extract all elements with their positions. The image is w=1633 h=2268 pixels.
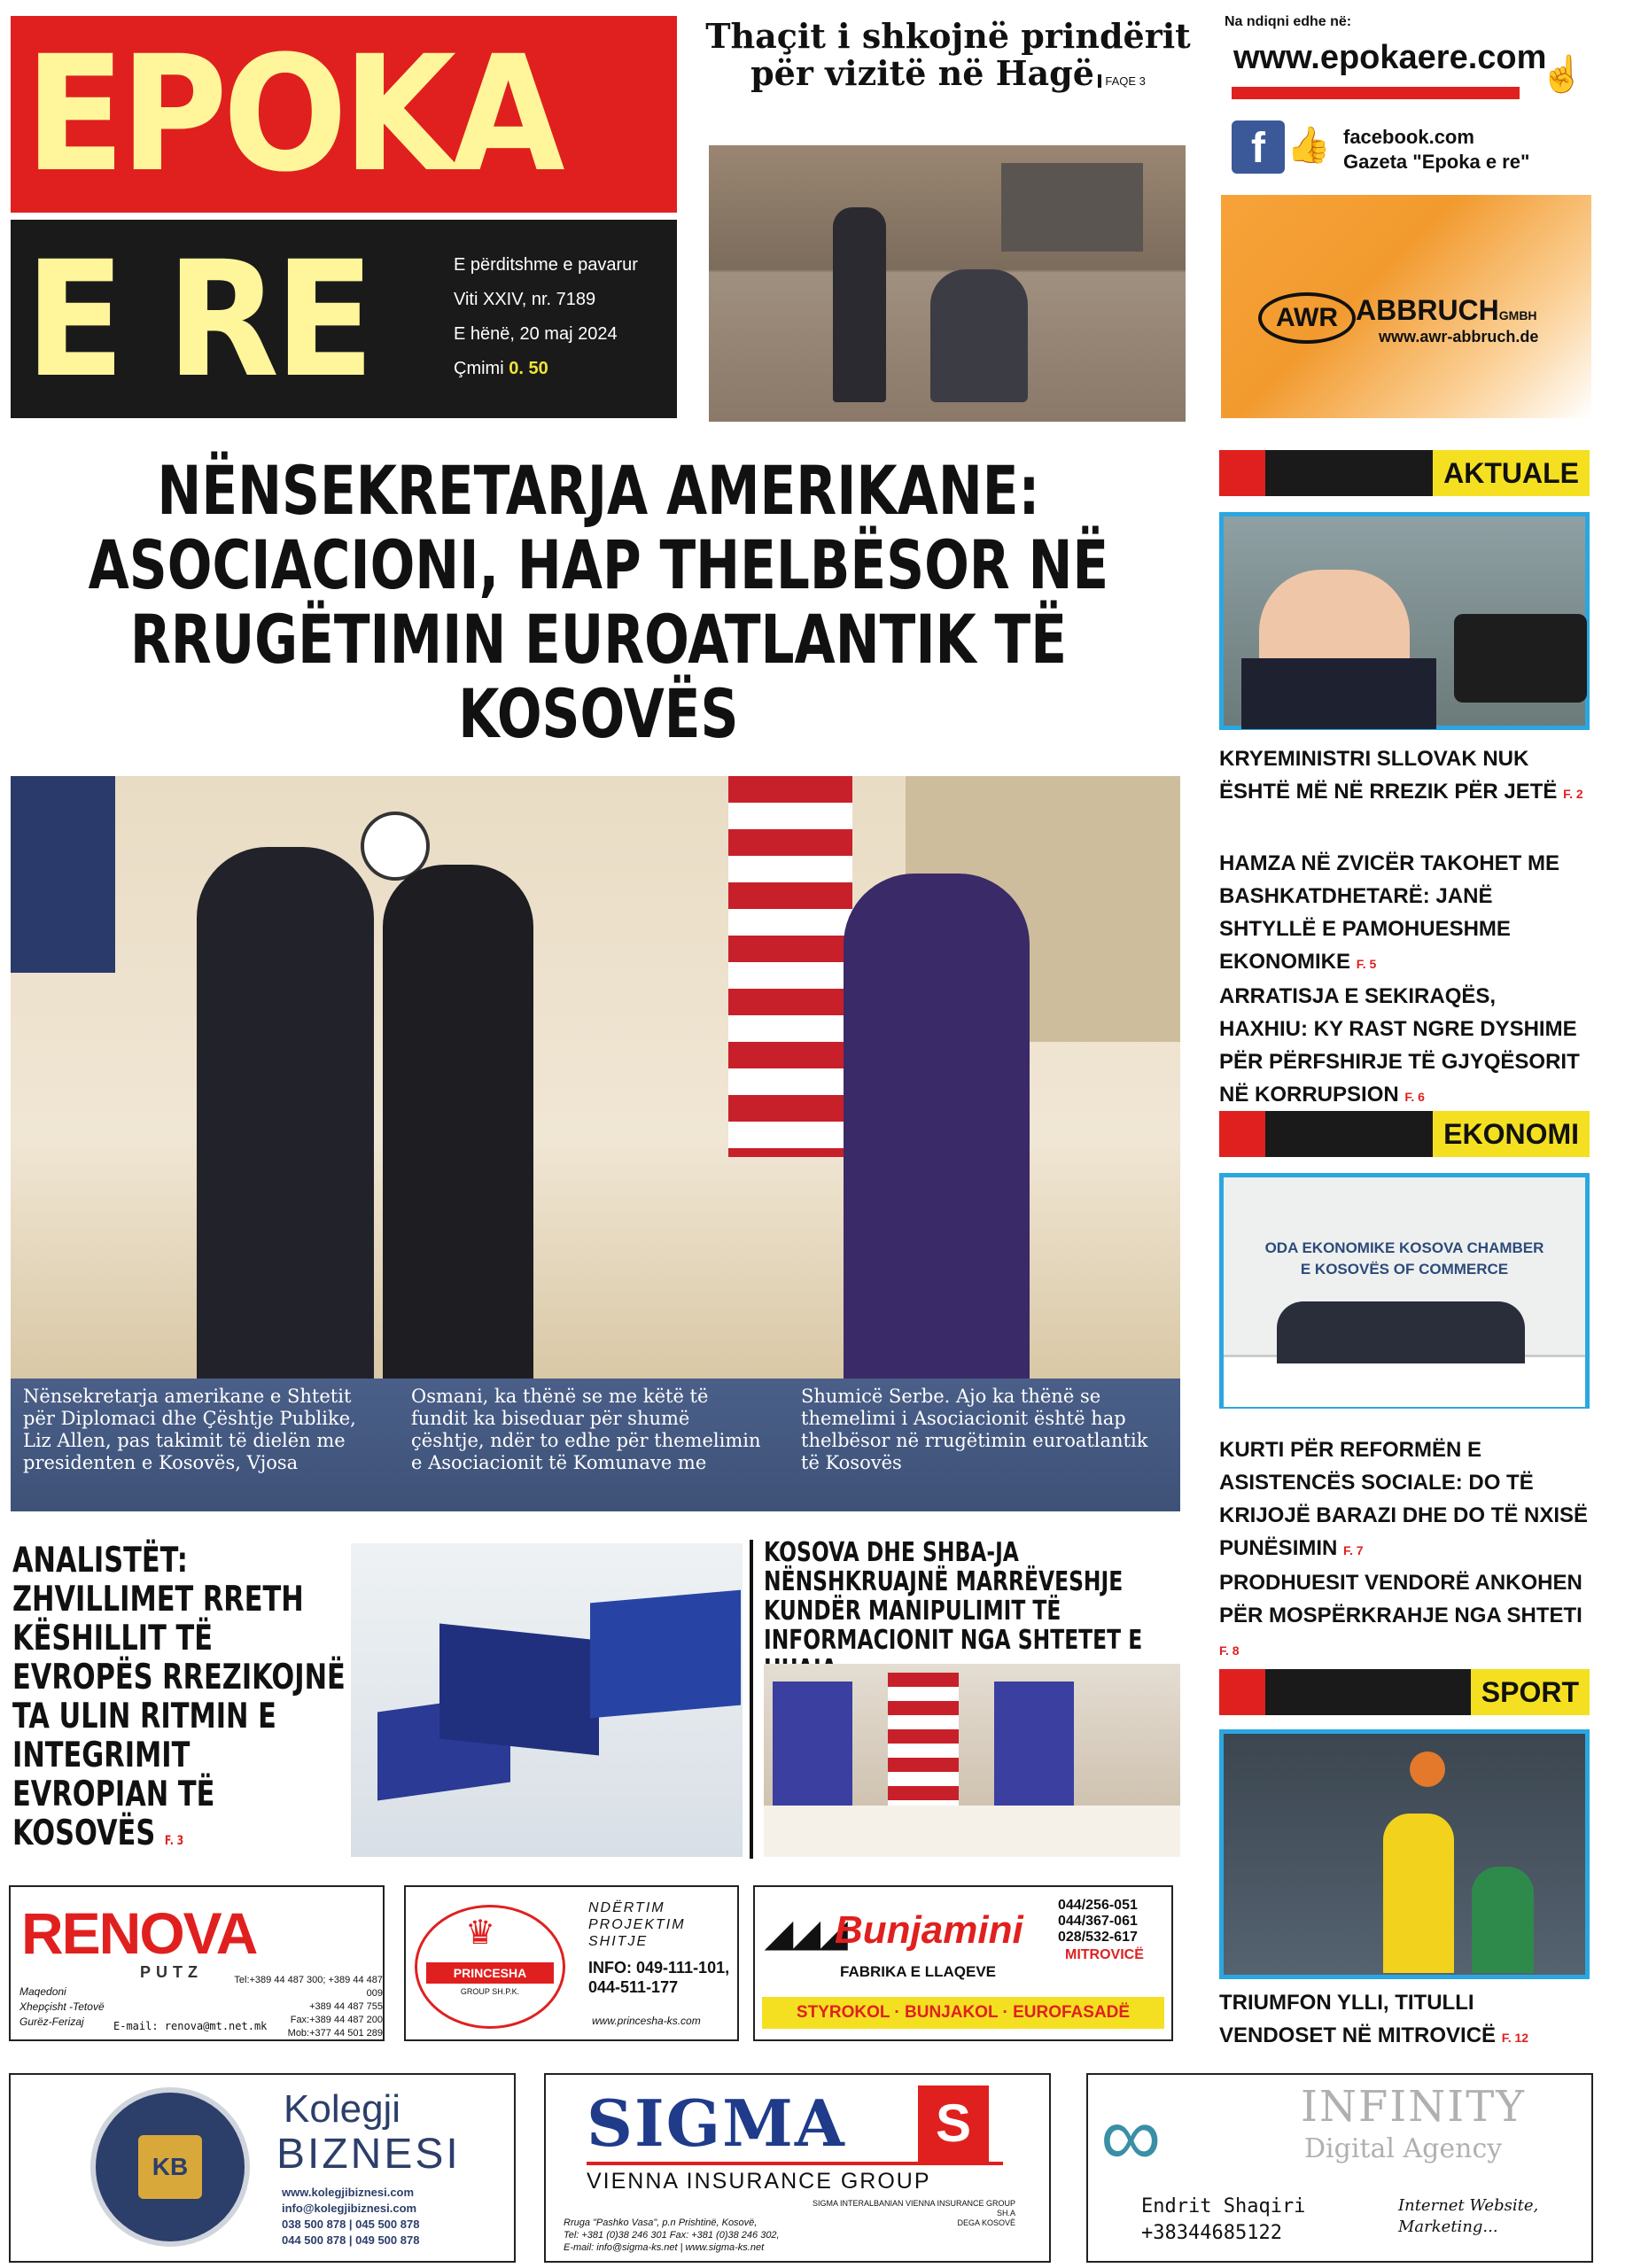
- awr-logo: AWR: [1258, 292, 1356, 344]
- side-item-5-text: PRODHUESIT VENDORË ANKOHEN PËR MOSPËRKRAHJE NGA SHTETI: [1219, 1571, 1582, 1627]
- analysts-headline: ANALISTËT: ZHVILLIMET RRETH KËSHILLIT TË EVROPËS RREZIKOJNË TA ULIN RITMIN E INTEGRIMIT EVROPIAN TË KOSOVËS: [12, 1541, 346, 1853]
- infinity-sub: Digital Agency: [1304, 2133, 1503, 2164]
- renova-email: E-mail: renova@mt.net.mk: [113, 2020, 268, 2032]
- bunjamini-city: MITROVICË: [1065, 1947, 1144, 1962]
- side-item-3-ref: F. 6: [1404, 1090, 1425, 1104]
- kolegji-contact: www.kolegjibiznesi.com info@kolegjibiznesi.com 038 500 878 | 045 500 878 044 500 878 | 049 500 878: [282, 2186, 420, 2247]
- teaser-headline: Thaçit i shkojnë prindërit për vizitë në Hagë: [705, 16, 1191, 93]
- masthead-volume: Viti XXIV, nr. 7189: [454, 290, 596, 309]
- renova-sub: PUTZ: [140, 1963, 203, 1981]
- side-item-4-text: KURTI PËR REFORMËN E ASISTENCËS SOCIALE: DO TË KRIJOJË BARAZI DHE DO TË NXISË PUNËSIMIN: [1219, 1438, 1589, 1560]
- side-item-3[interactable]: [1219, 980, 1590, 1114]
- renova-ad[interactable]: [9, 1885, 385, 2041]
- masthead-price: [454, 359, 638, 379]
- facebook-icon[interactable]: f: [1232, 120, 1285, 174]
- infinity-name: INFINITY: [1301, 2082, 1526, 2132]
- masthead-title-line1: EPOKA: [25, 22, 561, 207]
- facebook-page: Gazeta "Epoka e re": [1343, 151, 1530, 173]
- sigma-name: SIGMA: [587, 2085, 846, 2161]
- signing-photo: [764, 1664, 1180, 1857]
- caption-col-1: Nënsekretarja amerikane e Shtetit për Diplomaci dhe Çështje Publike, Liz Allen, pas takimit të dielën me presidenten e Kosovës, Vjosa: [23, 1386, 356, 1473]
- side-item-6-ref: F. 12: [1501, 2031, 1529, 2045]
- renova-phones: Tel:+389 44 487 300; +389 44 487 009 +389 44 487 755 Fax:+389 44 487 200 Mob:+377 44 501 289: [234, 1975, 383, 2039]
- princesha-ad[interactable]: [404, 1885, 739, 2041]
- crown-icon: ♛: [465, 1915, 496, 1952]
- side-item-2[interactable]: [1219, 847, 1590, 981]
- side-item-6[interactable]: [1219, 1986, 1590, 2054]
- flags-photo: [351, 1543, 743, 1857]
- side-item-6-text: TRIUMFON YLLI, TITULLI VENDOSET NË MITROVICË: [1219, 1991, 1497, 2047]
- bunjamini-products: STYROKOL · BUNJAKOL · EUROFASADË: [762, 1997, 1164, 2029]
- cursor-hand-icon: ☝: [1540, 55, 1584, 94]
- bunjamini-stripes-icon: ◢◢◢: [766, 1915, 848, 1953]
- price-label: Çmimi: [454, 359, 504, 378]
- side-item-4-ref: F. 7: [1343, 1543, 1364, 1557]
- url-underline: [1232, 87, 1520, 99]
- infinity-logo-icon: ∞: [1100, 2089, 1162, 2184]
- like-icon: 👍: [1287, 126, 1331, 165]
- teaser-page-ref: FAQE 3: [1098, 74, 1146, 88]
- renova-cities: Maqedoni Xhepçisht -Tetovë Gurëz-Ferizaj: [19, 1985, 105, 2028]
- section-aktuale-label: AKTUALE: [1433, 450, 1590, 496]
- section-aktuale[interactable]: [1219, 450, 1590, 496]
- chamber-sign-1: ODA EKONOMIKE KOSOVA CHAMBER: [1264, 1239, 1544, 1256]
- side-item-4[interactable]: [1219, 1433, 1590, 1567]
- masthead-black-block: [11, 220, 677, 418]
- princesha-url: www.princesha-ks.com: [592, 2015, 701, 2027]
- side-item-1[interactable]: [1219, 742, 1590, 811]
- bunjamini-name: Bunjamini: [835, 1908, 1023, 1952]
- sport-photo: [1219, 1729, 1590, 1979]
- teaser-headline-block[interactable]: [700, 18, 1196, 92]
- website-url[interactable]: www.epokaere.com: [1233, 39, 1547, 76]
- column-rule: [750, 1540, 753, 1859]
- facebook-label[interactable]: facebook.com: [1343, 126, 1474, 148]
- awr-ad[interactable]: [1221, 195, 1591, 418]
- section-sport-label: SPORT: [1471, 1669, 1590, 1715]
- infinity-person: Endrit Shaqiri: [1141, 2195, 1306, 2218]
- awr-name: ABBRUCHGMBH: [1356, 294, 1537, 326]
- princesha-group: GROUP SH.P.K.: [460, 1987, 520, 1996]
- teaser-photo: [709, 145, 1186, 422]
- masthead-tagline: E përditshme e pavarur: [454, 255, 638, 275]
- side-item-5-ref: F. 8: [1219, 1643, 1240, 1658]
- masthead-red-block: [11, 16, 677, 213]
- price-value: 0. 50: [509, 359, 548, 378]
- sigma-group: VIENNA INSURANCE GROUP: [587, 2169, 931, 2194]
- main-photo: [11, 776, 1180, 1379]
- awr-url: www.awr-abbruch.de: [1379, 328, 1539, 346]
- bunjamini-tag: FABRIKA E LLAQEVE: [840, 1963, 996, 1980]
- renova-logo: RENOVA: [21, 1900, 257, 1966]
- masthead-date: E hënë, 20 maj 2024: [454, 324, 618, 344]
- section-sport[interactable]: [1219, 1669, 1590, 1715]
- kolegji-name-2: BIZNESI: [276, 2131, 461, 2178]
- bunjamini-ad[interactable]: [753, 1885, 1173, 2041]
- kolegji-name-1: Kolegji: [284, 2087, 401, 2131]
- section-ekonomi[interactable]: [1219, 1111, 1590, 1157]
- sigma-address: Rruga "Pashko Vasa", p.n Prishtinë, Kosovë, Tel: +381 (0)38 246 301 Fax: +381 (0)38 246 302, E-mail: info@sigma-ks.net | www.sigma-ks.net: [564, 2218, 780, 2253]
- princesha-name: PRINCESHA: [426, 1962, 554, 1984]
- princesha-info: INFO: 049-111-101, 044-511-177: [588, 1959, 730, 1996]
- main-caption-bar: [11, 1379, 1180, 1511]
- kosova-usa-headline: KOSOVA DHE SHBA-JA NËNSHKRUAJNË MARRËVESHJE KUNDËR MANIPULIMIT TË INFORMACIONIT NGA SHTETET E: [764, 1537, 1143, 1656]
- section-ekonomi-label: EKONOMI: [1433, 1111, 1590, 1157]
- main-headline: NËNSEKRETARJA AMERIKANE: ASOCIACIONI, HAP THELBËSOR NË RRUGËTIMIN EUROATLANTIK TË KOSOVËS: [88, 451, 1109, 753]
- analysts-page-ref: F. 3: [164, 1834, 184, 1848]
- infinity-services: Internet Website, Marketing...: [1398, 2196, 1539, 2236]
- kosova-usa-headline-block[interactable]: [764, 1537, 1180, 1656]
- princesha-services: NDËRTIM PROJEKTIM SHITJE: [588, 1900, 686, 1949]
- follow-label: Na ndiqni edhe në:: [1225, 14, 1352, 29]
- kolegji-logo: KB: [90, 2087, 250, 2247]
- sigma-legal: SIGMA INTERALBANIAN VIENNA INSURANCE GROUP SH.A DEGA KOSOVË: [812, 2199, 1015, 2227]
- side-item-2-text: HAMZA NË ZVICËR TAKOHET ME BASHKATDHETARË: JANË SHTYLLË E PAMOHUESHME EKONOMIKE: [1219, 851, 1559, 974]
- side-item-1-ref: F. 2: [1563, 787, 1583, 801]
- kolegji-ad[interactable]: [9, 2073, 516, 2263]
- aktuale-photo: [1219, 512, 1590, 730]
- side-item-5[interactable]: [1219, 1566, 1590, 1667]
- caption-col-2: Osmani, ka thënë se me këtë të fundit ka biseduar për shumë çështje, ndër to edhe për themelimin e Asociacionit të Komunave me: [411, 1386, 761, 1473]
- bunjamini-phones: 044/256-051 044/367-061 028/532-617: [1058, 1898, 1138, 1945]
- main-headline-block[interactable]: [14, 451, 1184, 755]
- side-item-3-text: ARRATISJA E SEKIRAQËS, HAXHIU: KY RAST NGRE DYSHIME PËR PËRFSHIRJE TË GJYQËSORIT NË KORRUPSION: [1219, 984, 1580, 1107]
- sigma-rule: [587, 2162, 1003, 2165]
- masthead-info: [454, 255, 638, 393]
- caption-col-3: Shumicë Serbe. Ajo ka thënë se themelimi i Asociacionit është hap thelbësor në rrugëtimin euroatlantik të Kosovës: [801, 1386, 1148, 1473]
- princesha-logo: [415, 1905, 565, 2029]
- side-item-1-text: KRYEMINISTRI SLLOVAK NUK ËSHTË MË NË RREZIK PËR JETË: [1219, 747, 1558, 804]
- side-item-2-ref: F. 5: [1356, 957, 1377, 971]
- masthead-title-line2: E RE: [25, 228, 370, 413]
- analysts-headline-block[interactable]: [12, 1542, 349, 1860]
- sigma-ad[interactable]: [544, 2073, 1051, 2263]
- infinity-phone: +38344685122: [1141, 2222, 1282, 2244]
- chamber-sign-2: E KOSOVËS OF COMMERCE: [1300, 1261, 1509, 1278]
- ekonomi-photo: [1219, 1173, 1590, 1409]
- sigma-logo-icon: S: [918, 2085, 989, 2162]
- infinity-ad[interactable]: [1086, 2073, 1593, 2263]
